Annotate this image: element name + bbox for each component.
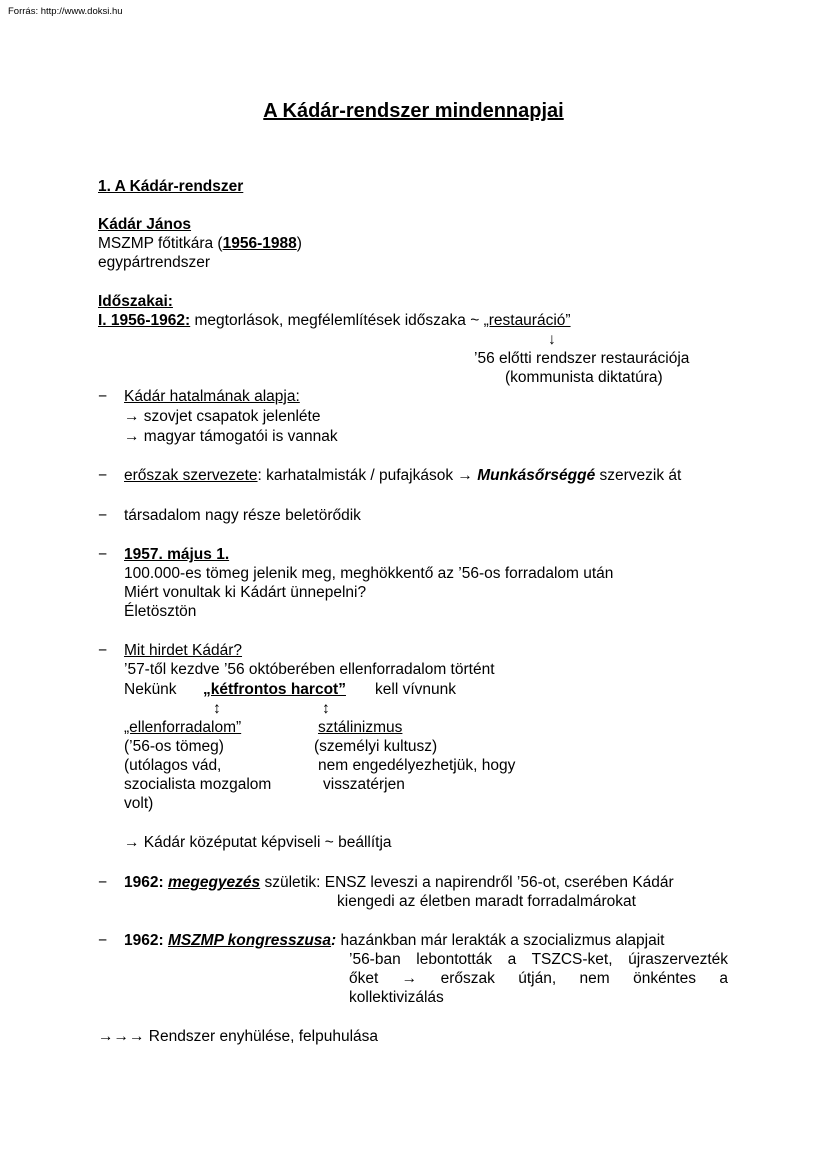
congress-text: hazánkban már lerakták a szocializmus alapjait (336, 932, 665, 949)
may-day-title: 1957. május 1. (124, 546, 230, 563)
two-front-kell: kell vívnunk (375, 681, 456, 698)
two-front-struggle: „kétfrontos harcot” (203, 681, 346, 698)
agreement-line-1 (124, 873, 674, 892)
may-day-line-2: Miért vonultak ki Kádárt ünnepelni? (124, 584, 367, 601)
violence-term: erőszak szervezete (124, 467, 258, 484)
bullet-dash: − (98, 467, 108, 484)
society-resigned: társadalom nagy része beletörődik (124, 507, 361, 524)
kadar-role-text: MSZMP főtitkára ( (98, 235, 223, 252)
workers-guard-term: Munkásőrséggé (477, 467, 596, 484)
period-1-label: I. 1956-1962: (98, 312, 191, 329)
power-basis-title: Kádár hatalmának alapja: (124, 388, 300, 405)
agreement-text: születik: ENSZ leveszi a napirendről ’56-ot, cserében Kádár (260, 874, 674, 891)
stalinism-line-1: (személyi kultusz) (314, 738, 438, 755)
agreement-year: 1962: (124, 874, 164, 891)
congress-line-4: kollektivizálás (349, 989, 444, 1006)
kadar-message-line-1: ’57-től kezdve ’56 októberében ellenforradalom történt (124, 661, 495, 678)
restoration-note-2: (kommunista diktatúra) (505, 369, 663, 386)
kadar-role-close: ) (296, 235, 302, 252)
counterrevolution-line-4: volt) (124, 795, 154, 812)
down-arrow: ↓ (548, 331, 556, 348)
agreement-line-2: kiengedi az életben maradt forradalmárokat (337, 893, 636, 910)
counterrevolution-line-3: szocialista mozgalom (124, 776, 272, 793)
counterrevolution-line-1: (’56-os tömeg) (124, 738, 224, 755)
final-conclusion: →→→ Rendszer enyhülése, felpuhulása (98, 1028, 379, 1045)
congress-term: MSZMP kongresszusa (167, 932, 332, 949)
violence-text: : karhatalmisták / pufajkások → (257, 467, 478, 484)
stalinism-line-3: visszatérjen (323, 776, 405, 793)
agreement-term: megegyezés (167, 874, 261, 891)
kadar-role (98, 234, 302, 253)
congress-line-3: őket → erőszak útján, nem önkéntes a (349, 970, 728, 987)
congress-year: 1962: (124, 932, 164, 949)
kadar-message-title: Mit hirdet Kádár? (124, 642, 243, 659)
counterrevolution-head: „ellenforradalom” (124, 719, 242, 736)
one-party-system: egypártrendszer (98, 254, 211, 271)
bullet-dash: − (98, 932, 108, 949)
may-day-line-3: Életösztön (124, 603, 197, 620)
congress-line-1 (124, 931, 664, 950)
period-1 (98, 311, 571, 330)
middle-way-conclusion: → Kádár középutat képviseli ~ beállítja (124, 834, 392, 851)
updown-arrow-left: ↕ (213, 700, 221, 717)
two-front-nekunk: Nekünk (124, 681, 177, 698)
stalinism-line-2: nem engedélyezhetjük, hogy (318, 757, 516, 774)
bullet-dash: − (98, 874, 108, 891)
page-title: A Kádár-rendszer mindennapjai (263, 100, 564, 122)
bullet-dash: − (98, 546, 108, 563)
bullet-dash: − (98, 642, 108, 659)
violence-organization (124, 466, 681, 485)
source-note: Forrás: http://www.doksi.hu (8, 6, 123, 17)
period-1-text: megtorlások, megfélemlítések időszaka ~ (190, 312, 484, 329)
power-basis-item-2: → magyar támogatói is vannak (124, 428, 338, 445)
periods-heading: Időszakai: (98, 293, 173, 310)
congress-line-2: ’56-ban lebontották a TSZCS-ket, újraszervezték (349, 951, 728, 968)
restoration-note-1: ’56 előtti rendszer restaurációja (474, 350, 690, 367)
kadar-name: Kádár János (98, 216, 192, 233)
bullet-dash: − (98, 388, 108, 405)
may-day-line-1: 100.000-es tömeg jelenik meg, meghökkentő az ’56-os forradalom után (124, 565, 614, 582)
power-basis-item-1: → szovjet csapatok jelenléte (124, 408, 321, 425)
congress-colon: : (331, 932, 337, 949)
updown-arrow-right: ↕ (322, 700, 330, 717)
bullet-dash: − (98, 507, 108, 524)
section-heading: 1. A Kádár-rendszer (98, 178, 244, 195)
kadar-years: 1956-1988 (222, 235, 297, 252)
counterrevolution-line-2: (utólagos vád, (124, 757, 222, 774)
violence-end: szervezik át (595, 467, 682, 484)
period-1-term: „restauráció” (483, 312, 571, 329)
stalinism-head: sztálinizmus (318, 719, 403, 736)
